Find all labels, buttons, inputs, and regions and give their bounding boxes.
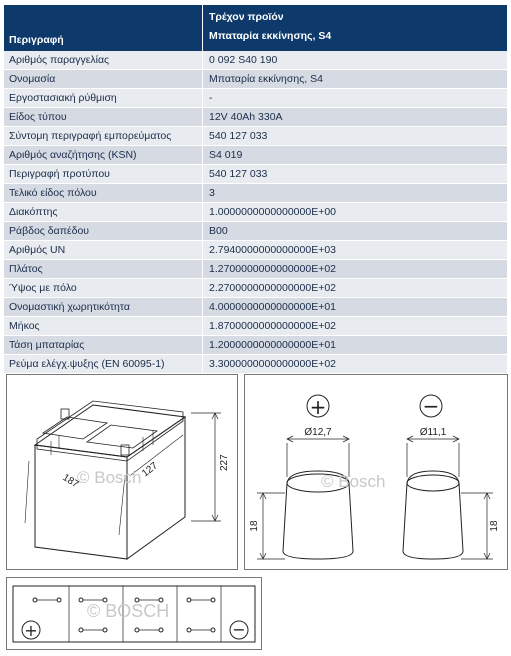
battery-drawing-panel [6,374,238,570]
row-value: 2.2700000000000000E+02 [203,279,507,298]
row-value: 1.0000000000000000E+00 [203,203,507,222]
battery-side-face [127,417,185,559]
row-label: Ονομαστική χωρητικότητα [4,298,203,317]
terminals-drawing-panel [244,374,508,570]
row-label: Σύντομη περιγραφή εμπορεύματος [4,127,203,146]
table-row [4,355,507,374]
row-value: S4 019 [203,146,507,165]
row-value: Μπαταρία εκκίνησης, S4 [203,70,507,89]
plus-height-label: 18 [249,520,260,532]
row-label: Διακόπτης [4,203,203,222]
row-value: 3 [203,184,507,203]
table-row [4,146,507,165]
row-label: Μήκος [4,317,203,336]
table-row [4,184,507,203]
header-product-line2: Μπαταρία εκκίνησης, S4 [209,30,332,42]
row-label: Ράβδος δαπέδου [4,222,203,241]
row-label: Ύψος με πόλο [4,279,203,298]
plus-diameter-label: Ø12,7 [304,427,332,438]
table-row [4,298,507,317]
table-row [4,260,507,279]
minus-height-label: 18 [489,520,500,532]
watermark-battery: © Bosch [77,468,142,487]
header-current-product [203,5,507,51]
spec-table [4,5,507,374]
table-row [4,165,507,184]
row-label: Αριθμός UN [4,241,203,260]
row-label: Περιγραφή προτύπου [4,165,203,184]
watermark-terminals: © Bosch [321,472,386,491]
battery-lid [35,405,185,457]
row-value: 12V 40Ah 330A [203,108,507,127]
row-value: 540 127 033 [203,165,507,184]
dim-width-label: 127 [140,460,160,480]
terminals-drawing [245,375,507,569]
row-value: 3.3000000000000000E+02 [203,355,507,374]
table-row [4,51,507,70]
table-row [4,241,507,260]
dim-height-label: 227 [219,454,230,471]
minus-pole [403,471,463,559]
row-value: 1.2000000000000000E+01 [203,336,507,355]
table-row [4,89,507,108]
row-value: 0 092 S40 190 [203,51,507,70]
header-description: Περιγραφή [4,5,203,51]
table-row [4,127,507,146]
row-label: Τάση μπαταρίας [4,336,203,355]
layout-minus-symbol: − [232,620,246,639]
minus-diameter-label: Ø11,1 [419,427,447,438]
layout-plus-symbol: + [24,621,38,640]
row-label: Αριθμός αναζήτησης (KSN) [4,146,203,165]
row-label: Είδος τύπου [4,108,203,127]
battery-drawing [7,375,237,569]
row-label: Τελικό είδος πόλου [4,184,203,203]
row-value: 2.7940000000000000E+03 [203,241,507,260]
row-value: 1.2700000000000000E+02 [203,260,507,279]
battery-front-face [35,445,127,559]
table-row [4,108,507,127]
row-value: B00 [203,222,507,241]
table-row [4,336,507,355]
watermark-layout: © BOSCH [87,601,170,621]
table-row [4,203,507,222]
row-value: 540 127 033 [203,127,507,146]
row-label: Ονομασία [4,70,203,89]
table-row [4,317,507,336]
row-value: 4.0000000000000000E+01 [203,298,507,317]
layout-drawing [7,578,261,649]
row-value: - [203,89,507,108]
layout-drawing-panel [6,577,262,650]
row-label: Αριθμός παραγγελίας [4,51,203,70]
table-row [4,279,507,298]
row-value: 1.8700000000000000E+02 [203,317,507,336]
row-label: Ρεύμα ελέγχ.ψυξης (EN 60095-1) [4,355,203,374]
table-row [4,222,507,241]
row-label: Εργοστασιακή ρύθμιση [4,89,203,108]
table-row [4,70,507,89]
row-label: Πλάτος [4,260,203,279]
minus-symbol: − [422,394,440,418]
plus-symbol: + [309,395,327,419]
header-product-line1: Τρέχον προϊόν [209,11,284,23]
dim-length-label: 187 [60,472,81,491]
table-header-row [4,5,507,51]
